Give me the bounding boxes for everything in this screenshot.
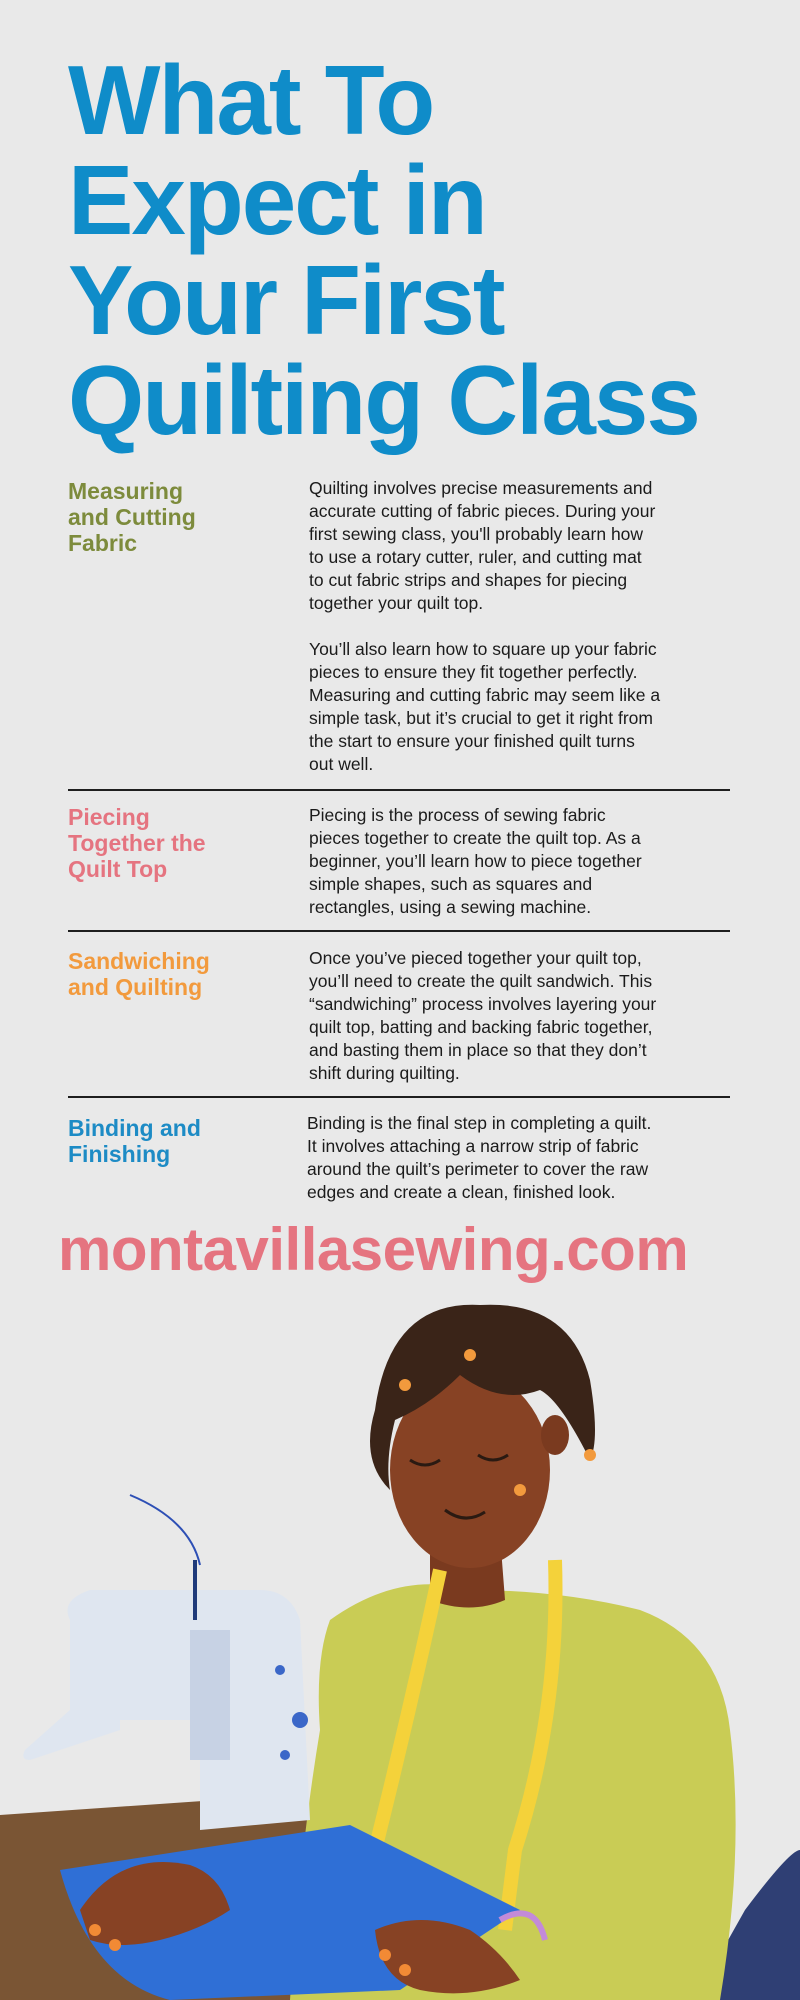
text-line: pieces together to create the quilt top. As a [309, 828, 641, 848]
paragraph [309, 804, 734, 919]
text-line: Binding is the final step in completing a quilt. [307, 1113, 652, 1133]
heading-line: Fabric [68, 530, 138, 556]
paragraph [309, 477, 734, 615]
text-line: Quilting involves precise measurements and [309, 478, 653, 498]
heading-line: Together the [68, 830, 206, 856]
nail-polish [89, 1924, 101, 1936]
section-divider [68, 1096, 730, 1098]
text-line: the start to ensure your finished quilt turns [309, 731, 635, 751]
section-body-measuring [309, 477, 734, 776]
heading-line: Binding and [68, 1115, 201, 1141]
hair-bead [399, 1379, 411, 1391]
text-line: to cut fabric strips and shapes for piecing [309, 570, 628, 590]
heading-line: Finishing [68, 1141, 171, 1167]
title-line: Your First [68, 245, 504, 355]
machine-dial [275, 1665, 285, 1675]
heading-line: and Cutting [68, 504, 196, 530]
sewing-machine-body [23, 1590, 310, 1830]
machine-dial [280, 1750, 290, 1760]
text-line: It involves attaching a narrow strip of fabric [307, 1136, 639, 1156]
text-line: quilt top, batting and backing fabric together, [309, 1017, 653, 1037]
paragraph [307, 1112, 732, 1204]
ear-shape [541, 1415, 569, 1455]
text-line: pieces to ensure they fit together perfectly. [309, 662, 638, 682]
heading-line: Measuring [68, 478, 184, 504]
text-line: Piecing is the process of sewing fabric [309, 805, 606, 825]
section-body-piecing [309, 804, 734, 919]
text-line: simple task, but it’s crucial to get it right from [309, 708, 653, 728]
text-line: you’ll need to create the quilt sandwich. This [309, 971, 653, 991]
hair-bead [464, 1349, 476, 1361]
title-line: Expect in [68, 145, 486, 255]
text-line: around the quilt’s perimeter to cover the raw [307, 1159, 649, 1179]
section-heading-piecing [68, 804, 298, 882]
text-line: Once you’ve pieced together your quilt top, [309, 948, 642, 968]
sewing-machine-panel [190, 1630, 230, 1760]
title-line: What To [68, 45, 434, 155]
website-url: montavillasewing.com [58, 1216, 689, 1283]
section-divider [68, 930, 730, 932]
heading-line: and Quilting [68, 974, 203, 1000]
text-line: shift during quilting. [309, 1063, 460, 1083]
heading-line: Sandwiching [68, 948, 210, 974]
text-line: accurate cutting of fabric pieces. During your [309, 501, 656, 521]
text-line: and basting them in place so that they don’t [309, 1040, 647, 1060]
nail-polish [379, 1949, 391, 1961]
section-body-binding [307, 1112, 732, 1204]
text-line: to use a rotary cutter, ruler, and cutting mat [309, 547, 642, 567]
hair-bead [584, 1449, 596, 1461]
text-line: rectangles, using a sewing machine. [309, 897, 592, 917]
section-heading-sandwiching [68, 948, 298, 1000]
text-line: simple shapes, such as squares and [309, 874, 593, 894]
heading-line: Quilt Top [68, 856, 168, 882]
text-line: beginner, you’ll learn how to piece together [309, 851, 642, 871]
text-line: “sandwiching” process involves layering your [309, 994, 657, 1014]
text-line: first sewing class, you'll probably learn how [309, 524, 644, 544]
nail-polish [109, 1939, 121, 1951]
text-line: Measuring and cutting fabric may seem like a [309, 685, 661, 705]
paragraph [309, 947, 734, 1085]
machine-dial [292, 1712, 308, 1728]
nail-polish [399, 1964, 411, 1976]
woman-sewing-illustration [0, 1290, 800, 2000]
thread-line [130, 1495, 200, 1565]
text-line: out well. [309, 754, 374, 774]
text-line: You’ll also learn how to square up your fabric [309, 639, 657, 659]
section-heading-measuring [68, 478, 298, 556]
section-heading-binding [68, 1115, 298, 1167]
title-line: Quilting Class [68, 345, 699, 455]
paragraph [309, 638, 734, 776]
hair-bead [514, 1484, 526, 1496]
section-divider [68, 789, 730, 791]
section-body-sandwiching [309, 947, 734, 1085]
text-line: edges and create a clean, finished look. [307, 1182, 616, 1202]
page-title [68, 45, 768, 455]
heading-line: Piecing [68, 804, 150, 830]
text-line: together your quilt top. [309, 593, 484, 613]
